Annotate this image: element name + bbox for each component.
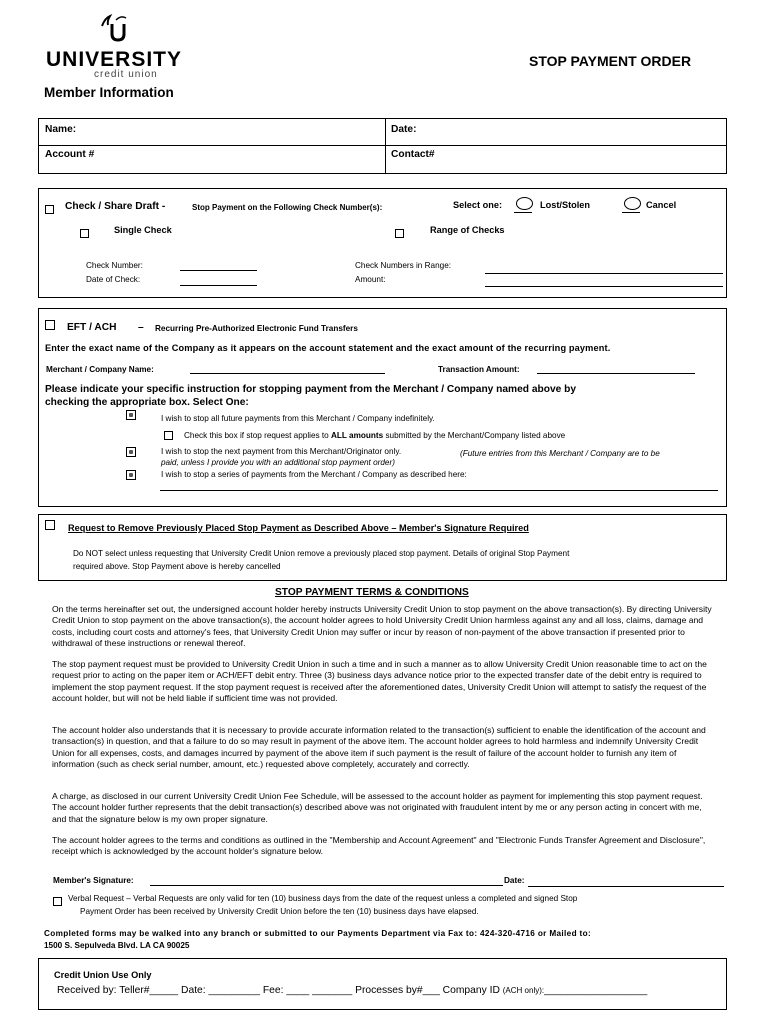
cu-use-received: Received by: Teller#_____ Date: _________ Fee: ____ _______ Processes by#___ Company ID (ACH only):__________________ [57, 985, 648, 996]
eft-dash: – [138, 322, 144, 333]
select-one-label: Select one: [453, 200, 503, 210]
verbal-line1: Verbal Request – Verbal Requests are only valid for ten (10) business days from the date of the request unless a completed and signed Stop [68, 894, 578, 903]
logo [44, 12, 204, 82]
footer-line2: 1500 S. Sepulveda Blvd. LA CA 90025 [44, 941, 190, 950]
eft-title: EFT / ACH [67, 322, 117, 333]
all-amounts-label: Check this box if stop request applies to ALL amounts submitted by the Merchant/Company listed above [184, 431, 566, 440]
remove-section-title: Request to Remove Previously Placed Stop Payment as Described Above – Member's Signature Required [68, 523, 529, 533]
credit-union-use-box [38, 958, 727, 1010]
account-field[interactable] [110, 147, 380, 167]
remove-stop-checkbox[interactable] [45, 520, 55, 530]
check-numbers-range-label: Check Numbers in Range: [355, 261, 452, 270]
eft-instruction: Enter the exact name of the Company as it appears on the account statement and the exact amount of the recurring payment. [45, 343, 611, 353]
eft-ach-checkbox[interactable] [45, 320, 55, 330]
eft-option1-label: I wish to stop all future payments from this Merchant / Company indefinitely. [161, 414, 435, 423]
account-label: Account # [45, 149, 95, 160]
remove-line1: Do NOT select unless requesting that University Credit Union remove a previously placed stop payment. Details of original Stop Payment [73, 549, 570, 558]
lost-stolen-label: Lost/Stolen [540, 200, 591, 210]
logo-sub: credit union [94, 69, 158, 80]
member-signature-label: Member's Signature: [53, 876, 134, 885]
doc-title: STOP PAYMENT ORDER [529, 53, 692, 69]
lost-stolen-radio[interactable] [516, 197, 533, 210]
remove-line2: required above. Stop Payment above is hereby cancelled [73, 562, 281, 571]
eft-option2-label: I wish to stop the next payment from this Merchant/Originator only. [161, 447, 402, 456]
eft-option3-checkbox[interactable] [126, 470, 136, 480]
all-amounts-checkbox[interactable] [164, 431, 173, 440]
single-check-label: Single Check [114, 225, 172, 235]
transaction-amount-field[interactable] [537, 373, 695, 374]
amount-field[interactable] [485, 286, 723, 287]
terms-paragraph-2: The stop payment request must be provided to University Credit Union in such a time and in such a manner as to allow University Credit Union reasonable time to act on the request prior to acting on the paper item or ACH/EFT debit entry. Three (3) business days advance notice prior to the expected transfer date of the debit entry is required to implement the stop payment request. If the stop payment request is received after the aforementioned dates, University Credit Union will attempt to satisfy the request of the account holder, but will not be held liable if sufficient time was not provided. [52, 659, 707, 703]
contact-field[interactable] [445, 147, 720, 167]
please-indicate-line2: checking the appropriate box. Select One: [45, 397, 249, 408]
eft-subtitle: Recurring Pre-Authorized Electronic Fund Transfers [155, 324, 358, 333]
check-section-subtitle: Stop Payment on the Following Check Number(s): [192, 203, 383, 212]
check-number-label: Check Number: [86, 261, 143, 270]
merchant-field[interactable] [190, 373, 385, 374]
logo-name: UNIVERSITY [46, 48, 183, 71]
terms-paragraph-5: The account holder agrees to the terms and conditions as outlined in the "Membership and Account Agreement" and "Electronic Funds Transfer Agreement and Disclosure", receipt which is acknowledged by the account holder's signature below. [52, 835, 706, 857]
verbal-line2: Payment Order has been received by University Credit Union before the ten (10) business days have elapsed. [80, 907, 479, 916]
cancel-radio[interactable] [624, 197, 641, 210]
single-check-checkbox[interactable] [80, 229, 89, 238]
terms-paragraph-1: On the terms hereinafter set out, the undersigned account holder hereby instructs University Credit Union to stop payment on the above transaction(s). By directing University Credit Union to stop payment on the above transaction(s), the account holder agrees to hold University Credit Union harmless against any and all loss, claims, damage and costs, including court costs and attorney's fees, that University Credit Union may suffer or incur by reason of non-payment of the above transaction if presented prior to withdrawal of these instructions or renewal thereof. [52, 604, 712, 648]
terms-paragraph-4: A charge, as disclosed in our current University Credit Union Fee Schedule, will be assessed to the account holder as payment for implementing this stop payment request. The account holder further represents that the debit transaction(s) described above was not originated with fraudulent intent by me or any person acting in concert with me, and that the signature below is my own proper signature. [52, 791, 703, 824]
signature-date-field[interactable] [528, 886, 724, 887]
amount-label: Amount: [355, 275, 386, 284]
check-share-draft-checkbox[interactable] [45, 205, 54, 214]
range-checks-label: Range of Checks [430, 225, 505, 235]
member-info-heading: Member Information [44, 85, 174, 100]
please-indicate-line1: Please indicate your specific instruction for stopping payment from the Merchant / Company named above by [45, 384, 576, 395]
eft-option1-checkbox[interactable] [126, 410, 136, 420]
eft-option2-checkbox[interactable] [126, 447, 136, 457]
eft-option2-italic2: paid, unless I provide you with an additional stop payment order) [161, 458, 395, 467]
eft-option3-label: I wish to stop a series of payments from the Merchant / Company as described here: [161, 470, 467, 479]
verbal-request-checkbox[interactable] [53, 897, 62, 906]
cancel-label: Cancel [646, 200, 677, 210]
terms-heading: STOP PAYMENT TERMS & CONDITIONS [275, 587, 469, 598]
name-label: Name: [45, 124, 77, 135]
footer-line1: Completed forms may be walked into any branch or submitted to our Payments Department via Fax to: 424-320-4716 or Mailed to: [44, 929, 592, 938]
name-field[interactable] [100, 121, 380, 141]
cu-use-title: Credit Union Use Only [54, 970, 152, 980]
check-numbers-range-field[interactable] [485, 273, 723, 274]
merchant-label: Merchant / Company Name: [46, 365, 154, 374]
date-field[interactable] [425, 121, 720, 141]
eft-option2-italic1: (Future entries from this Merchant / Company are to be [460, 449, 660, 458]
range-checks-checkbox[interactable] [395, 229, 404, 238]
member-signature-field[interactable] [150, 885, 503, 886]
contact-label: Contact# [391, 149, 435, 160]
terms-paragraph-3: The account holder also understands that it is necessary to provide accurate information related to the transaction(s) sufficient to enable the identification of the account and transaction(s) in question, and that a failure to do so may result in payment of the above item. The account holder agrees to hold harmless and indemnify University Credit Union for all expenses, costs, and damages incurred by payment of the above item if such payment is the result of failure of the account holder to furnish any item of information (such as check serial number, amount, etc.) requested above completely, accurately and correctly. [52, 725, 706, 769]
check-section-title: Check / Share Draft - [65, 201, 166, 212]
date-of-check-label: Date of Check: [86, 275, 141, 284]
date-of-check-field[interactable] [180, 285, 257, 286]
check-number-field[interactable] [180, 270, 257, 271]
transaction-amount-label: Transaction Amount: [438, 365, 520, 374]
signature-date-label: Date: [504, 876, 525, 885]
date-label: Date: [391, 124, 417, 135]
eft-series-field[interactable] [160, 490, 718, 491]
